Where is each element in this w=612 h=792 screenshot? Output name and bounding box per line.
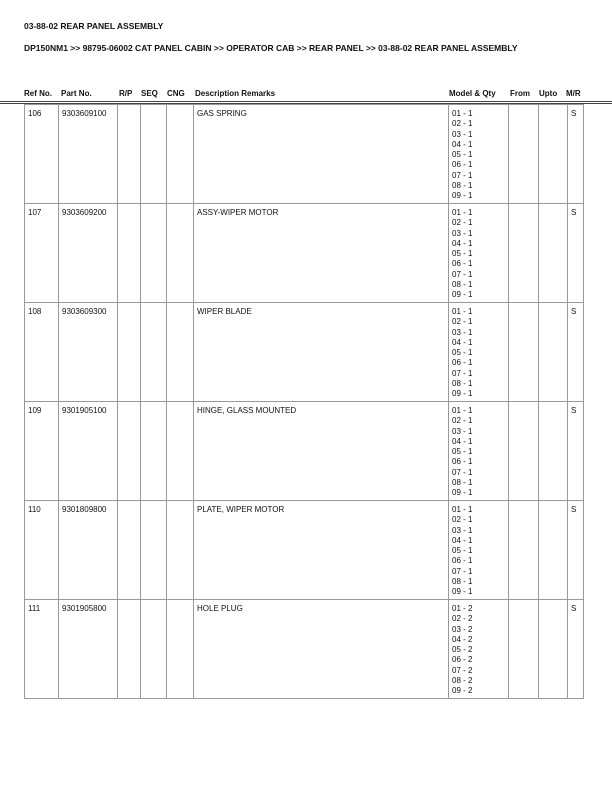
model-qty: 06 - 1 bbox=[452, 556, 473, 566]
model-qty: 02 - 1 bbox=[452, 317, 473, 327]
model-qty: 08 - 1 bbox=[452, 379, 473, 389]
cell-seq bbox=[141, 402, 167, 501]
cell-rp bbox=[118, 600, 141, 699]
model-qty: 03 - 1 bbox=[452, 228, 473, 238]
cell-models bbox=[449, 402, 509, 501]
model-qty: 07 - 1 bbox=[452, 269, 473, 279]
table-row bbox=[25, 204, 584, 303]
model-qty: 03 - 1 bbox=[452, 525, 473, 535]
cell-cng bbox=[167, 501, 194, 600]
cell-seq bbox=[141, 303, 167, 402]
model-qty: 09 - 1 bbox=[452, 488, 473, 498]
header-seq: SEQ bbox=[141, 89, 158, 98]
cell-desc: WIPER BLADE bbox=[194, 303, 449, 402]
cell-from bbox=[509, 303, 539, 402]
model-qty: 07 - 1 bbox=[452, 368, 473, 378]
table-row bbox=[25, 402, 584, 501]
model-qty: 04 - 1 bbox=[452, 238, 473, 248]
cell-models bbox=[449, 600, 509, 699]
model-qty: 09 - 1 bbox=[452, 587, 473, 597]
model-qty: 07 - 1 bbox=[452, 566, 473, 576]
cell-from bbox=[509, 501, 539, 600]
model-qty: 04 - 1 bbox=[452, 139, 473, 149]
cell-rp bbox=[118, 105, 141, 204]
model-qty: 07 - 1 bbox=[452, 467, 473, 477]
page-title: 03-88-02 REAR PANEL ASSEMBLY bbox=[24, 21, 164, 31]
header-mr: M/R bbox=[566, 89, 581, 98]
model-qty: 08 - 1 bbox=[452, 478, 473, 488]
model-qty: 04 - 1 bbox=[452, 535, 473, 545]
model-qty: 05 - 1 bbox=[452, 249, 473, 259]
cell-mr: S bbox=[568, 204, 584, 303]
cell-from bbox=[509, 105, 539, 204]
cell-mr: S bbox=[568, 402, 584, 501]
model-qty: 02 - 1 bbox=[452, 218, 473, 228]
cell-ref: 108 bbox=[25, 303, 59, 402]
model-qty: 06 - 1 bbox=[452, 457, 473, 467]
cell-models bbox=[449, 105, 509, 204]
model-qty: 06 - 2 bbox=[452, 655, 473, 665]
cell-cng bbox=[167, 204, 194, 303]
model-qty: 01 - 1 bbox=[452, 505, 473, 514]
header-cng: CNG bbox=[167, 89, 185, 98]
model-qty: 03 - 1 bbox=[452, 327, 473, 337]
cell-from bbox=[509, 402, 539, 501]
model-qty: 03 - 1 bbox=[452, 129, 473, 139]
cell-part: 9301809800 bbox=[59, 501, 118, 600]
model-qty: 07 - 1 bbox=[452, 170, 473, 180]
cell-desc: ASSY-WIPER MOTOR bbox=[194, 204, 449, 303]
model-qty: 09 - 2 bbox=[452, 686, 473, 696]
cell-models bbox=[449, 501, 509, 600]
cell-ref: 106 bbox=[25, 105, 59, 204]
header-part: Part No. bbox=[61, 89, 92, 98]
cell-upto bbox=[539, 600, 568, 699]
table-row bbox=[25, 600, 584, 699]
cell-part: 9303609300 bbox=[59, 303, 118, 402]
cell-mr: S bbox=[568, 303, 584, 402]
cell-models bbox=[449, 303, 509, 402]
cell-cng bbox=[167, 600, 194, 699]
model-qty: 05 - 1 bbox=[452, 348, 473, 358]
cell-ref: 109 bbox=[25, 402, 59, 501]
model-qty: 02 - 1 bbox=[452, 416, 473, 426]
model-qty: 02 - 1 bbox=[452, 119, 473, 129]
cell-seq bbox=[141, 204, 167, 303]
model-qty: 01 - 1 bbox=[452, 208, 473, 217]
cell-part: 9301905100 bbox=[59, 402, 118, 501]
model-qty: 09 - 1 bbox=[452, 389, 473, 399]
cell-upto bbox=[539, 303, 568, 402]
model-qty: 05 - 1 bbox=[452, 150, 473, 160]
cell-seq bbox=[141, 105, 167, 204]
model-qty: 09 - 1 bbox=[452, 290, 473, 300]
header-ref: Ref No. bbox=[24, 89, 52, 98]
model-qty: 06 - 1 bbox=[452, 358, 473, 368]
cell-from bbox=[509, 600, 539, 699]
model-qty: 01 - 1 bbox=[452, 109, 473, 118]
model-qty: 05 - 2 bbox=[452, 645, 473, 655]
cell-desc: HOLE PLUG bbox=[194, 600, 449, 699]
header-upto: Upto bbox=[539, 89, 558, 98]
model-qty: 07 - 2 bbox=[452, 665, 473, 675]
table-row bbox=[25, 303, 584, 402]
cell-seq bbox=[141, 501, 167, 600]
cell-mr: S bbox=[568, 600, 584, 699]
model-qty: 05 - 1 bbox=[452, 447, 473, 457]
model-qty: 04 - 2 bbox=[452, 634, 473, 644]
cell-cng bbox=[167, 105, 194, 204]
cell-desc: HINGE, GLASS MOUNTED bbox=[194, 402, 449, 501]
cell-ref: 107 bbox=[25, 204, 59, 303]
model-qty: 01 - 1 bbox=[452, 406, 473, 415]
model-qty: 04 - 1 bbox=[452, 436, 473, 446]
model-qty: 03 - 2 bbox=[452, 624, 473, 634]
table-row bbox=[25, 501, 584, 600]
cell-upto bbox=[539, 501, 568, 600]
cell-part: 9303609100 bbox=[59, 105, 118, 204]
cell-rp bbox=[118, 501, 141, 600]
cell-mr: S bbox=[568, 105, 584, 204]
parts-table bbox=[24, 104, 584, 699]
model-qty: 09 - 1 bbox=[452, 191, 473, 201]
model-qty: 06 - 1 bbox=[452, 259, 473, 269]
model-qty: 02 - 1 bbox=[452, 515, 473, 525]
model-qty: 05 - 1 bbox=[452, 546, 473, 556]
header-from: From bbox=[510, 89, 530, 98]
cell-rp bbox=[118, 204, 141, 303]
cell-desc: GAS SPRING bbox=[194, 105, 449, 204]
cell-part: 9301905800 bbox=[59, 600, 118, 699]
cell-upto bbox=[539, 204, 568, 303]
cell-cng bbox=[167, 402, 194, 501]
cell-ref: 110 bbox=[25, 501, 59, 600]
cell-mr: S bbox=[568, 501, 584, 600]
model-qty: 04 - 1 bbox=[452, 337, 473, 347]
model-qty: 03 - 1 bbox=[452, 426, 473, 436]
cell-models bbox=[449, 204, 509, 303]
model-qty: 01 - 2 bbox=[452, 604, 473, 613]
model-qty: 01 - 1 bbox=[452, 307, 473, 316]
model-qty: 08 - 2 bbox=[452, 676, 473, 686]
cell-rp bbox=[118, 402, 141, 501]
model-qty: 08 - 1 bbox=[452, 181, 473, 191]
cell-from bbox=[509, 204, 539, 303]
model-qty: 08 - 1 bbox=[452, 577, 473, 587]
cell-cng bbox=[167, 303, 194, 402]
cell-seq bbox=[141, 600, 167, 699]
cell-part: 9303609200 bbox=[59, 204, 118, 303]
cell-rp bbox=[118, 303, 141, 402]
cell-desc: PLATE, WIPER MOTOR bbox=[194, 501, 449, 600]
model-qty: 06 - 1 bbox=[452, 160, 473, 170]
cell-upto bbox=[539, 402, 568, 501]
header-desc: Description Remarks bbox=[195, 89, 276, 98]
table-row bbox=[25, 105, 584, 204]
header-model: Model & Qty bbox=[449, 89, 496, 98]
model-qty: 02 - 2 bbox=[452, 614, 473, 624]
cell-upto bbox=[539, 105, 568, 204]
header-rp: R/P bbox=[119, 89, 133, 98]
model-qty: 08 - 1 bbox=[452, 280, 473, 290]
cell-ref: 111 bbox=[25, 600, 59, 699]
breadcrumb: DP150NM1 >> 98795-06002 CAT PANEL CABIN >> OPERATOR CAB >> REAR PANEL >> 03-88-02 REAR PANEL ASSEMBLY bbox=[24, 43, 518, 53]
